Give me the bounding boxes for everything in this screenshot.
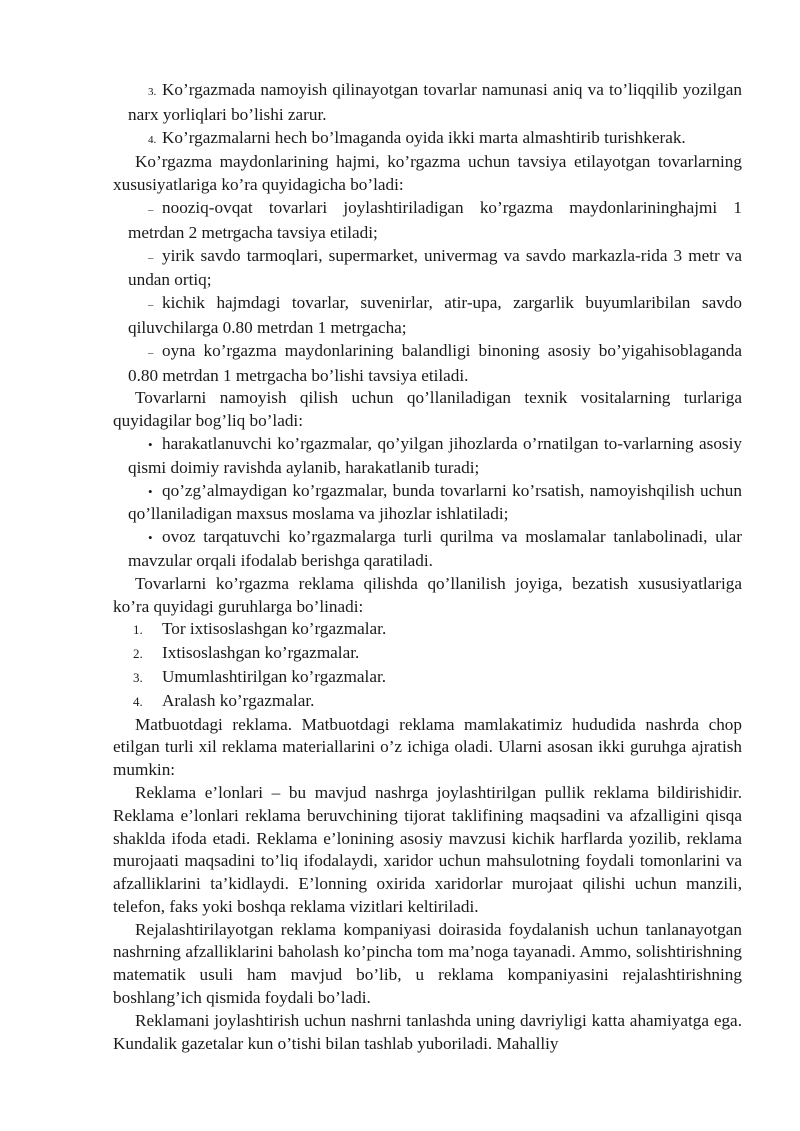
bullet-item	[113, 480, 742, 527]
list-item-text: Ko’rgazmada namoyish qilinayotgan tovarlar namunasi aniq va to’liqqilib yozilgan narx yorliqlari bo’lishi zarur.	[128, 80, 742, 124]
bullet-item-text: harakatlanuvchi ko’rgazmalar, qo’yilgan jihozlarda o’rnatilgan to-varlarning asosiy qismi doimiy ravishda aylanib, harakatlanib turadi;	[128, 433, 742, 477]
dash-item-text: nooziq-ovqat tovarlari joylashtiriladigan ko’rgazma maydonlarininghajmi 1 metrdan 2 metrgacha tavsiya etiladi;	[128, 197, 742, 242]
dash-marker: –	[148, 203, 154, 216]
group-text: Umumlashtirilgan ko’rgazmalar.	[162, 666, 387, 686]
group-item	[128, 666, 742, 690]
paragraph-ads: Reklama e’lonlari – bu mavjud nashrga joylashtirilgan pullik reklama bildirishidir. Reklama e’lonlari reklama beruvchining tijorat taklifining maqsadini va afzalligini qisqa shaklda ifoda etadi. Reklama e’lonining asosiy mavzusi kichik harflarda yozilib, reklama murojaati maqsadini to’liq ifodalaydi, xaridor uchun mahsulotning foydali tomonlarini va afzalliklarini ta’kidlaydi. E’lonning oxirida xaridorlar murojaat qilishi uchun manzili, telefon, faks yoki boshqa reklama vizitlari keltiriladi.	[113, 782, 742, 916]
group-number: 3.	[133, 669, 143, 685]
group-item	[128, 618, 742, 642]
dash-item-text: yirik savdo tarmoqlari, supermarket, univermag va savdo markazla-rida 3 metr va undan ortiq;	[128, 245, 742, 290]
bullet-item	[113, 526, 742, 573]
page-content	[113, 79, 742, 1055]
bullet-item-text: qo’zg’almaydigan ko’rgazmalar, bunda tovarlarni ko’rsatish, namoyishqilish uchun qo’llaniladigan maxsus moslama va jihozlar ishlatiladi;	[128, 480, 742, 524]
dash-item	[113, 197, 742, 245]
dash-item	[113, 340, 742, 388]
group-text: Aralash ko’rgazmalar.	[162, 690, 315, 710]
paragraph-tech: Tovarlarni namoyish qilish uchun qo’llaniladigan texnik vositalarning turlariga quyidagilar bog’liq bo’ladi:	[113, 388, 742, 431]
list-item	[113, 127, 742, 152]
dash-item	[113, 292, 742, 340]
list-item	[113, 79, 742, 127]
bullet-marker: •	[148, 530, 153, 546]
paragraph-plan: Rejalashtirilayotgan reklama kompaniyasi doirasida foydalanish uchun tanlanayotgan nashrning afzalliklarini baholash ko’pincha tom ma’noga tayanadi. Ammo, solishtirishning matematik usuli ham mavjud bo’lib, u reklama kompaniyasini rejalashtirishning boshlang’ich qismida foydali bo’ladi.	[113, 919, 742, 1008]
dash-item-text: kichik hajmdagi tovarlar, suvenirlar, atir-upa, zargarlik buyumlaribilan savdo qiluvchilarga 0.80 metrdan 1 metrgacha;	[128, 293, 742, 337]
bullet-marker: •	[148, 483, 153, 499]
group-text: Tor ixtisoslashgan ko’rgazmalar.	[162, 619, 387, 639]
group-text: Ixtisoslashgan ko’rgazmalar.	[162, 643, 360, 663]
dash-marker: –	[148, 346, 154, 359]
bullet-marker: •	[148, 436, 153, 452]
dash-marker: –	[148, 251, 154, 264]
bullet-item	[113, 433, 742, 480]
bullet-item-text: ovoz tarqatuvchi ko’rgazmalarga turli qurilma va moslamalar tanlabolinadi, ular mavzular orqali ifodalab berishga qaratiladi.	[128, 527, 742, 570]
paragraph-period: Reklamani joylashtirish uchun nashrni tanlashda uning davriyligi katta ahamiyatga ega. Kundalik gazetalar kun o’tishi bilan tashlab yuboriladi. Mahalliy	[113, 1010, 742, 1053]
dash-item-text: oyna ko’rgazma maydonlarining balandligi binoning asosiy bo’yigahisoblaganda 0.80 metrdan 1 metrgacha bo’lishi tavsiya etiladi.	[128, 340, 742, 385]
list-item-text: Ko’rgazmalarni hech bo’lmaganda oyida ikki marta almashtirib turishkerak.	[162, 127, 686, 147]
group-number: 1.	[133, 622, 143, 638]
dash-marker: –	[148, 299, 154, 312]
paragraph-groups: Tovarlarni ko’rgazma reklama qilishda qo’llanilish joyiga, bezatish xususiyatlariga ko’ra quyidagi guruhlarga bo’linadi:	[113, 573, 742, 616]
group-item	[128, 642, 742, 666]
groups-list	[113, 618, 742, 713]
paragraph-press: Matbuotdagi reklama. Matbuotdagi reklama mamlakatimiz hududida nashrda chop etilgan turli xil reklama materiallarini o’z ichiga oladi. Ularni asosan ikki guruhga ajratish mumkin:	[113, 714, 742, 780]
group-number: 4.	[133, 693, 143, 709]
dash-item	[113, 245, 742, 293]
group-number: 2.	[133, 646, 143, 662]
paragraph-size: Ko’rgazma maydonlarining hajmi, ko’rgazma uchun tavsiya etilayotgan tovarlarning xususiyatlariga ko’ra quyidagicha bo’ladi:	[113, 152, 742, 195]
list-marker: 4.	[148, 133, 157, 146]
group-item	[128, 690, 742, 714]
list-marker: 3.	[148, 86, 157, 98]
